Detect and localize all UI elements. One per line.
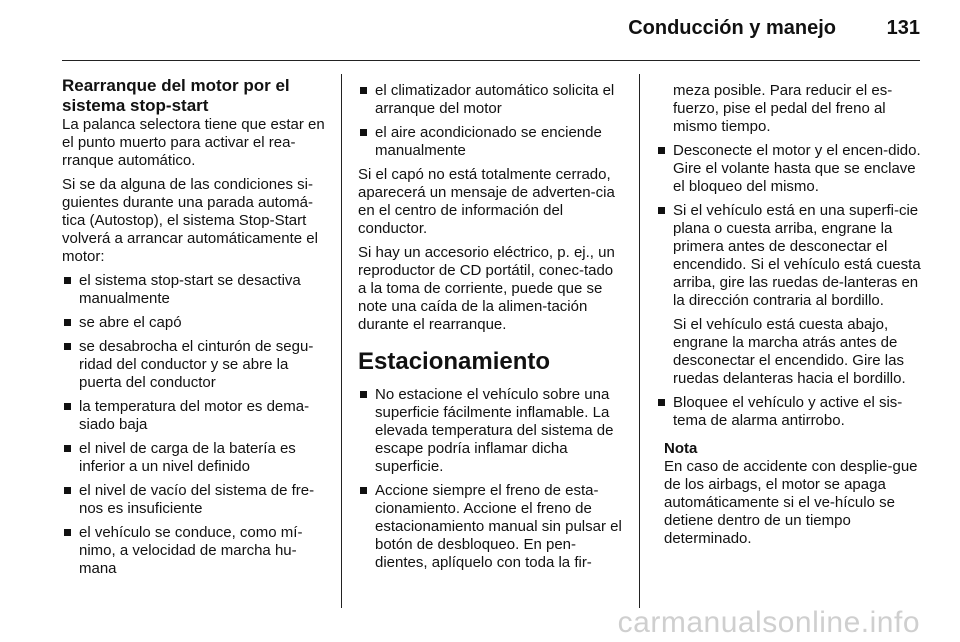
paragraph: Si se da alguna de las condiciones si-guientes durante una parada automá-tica (Autostop), el sistema Stop-Start volverá a arrancar automáticamente el motor:: [62, 176, 318, 265]
column-2: [358, 82, 622, 578]
page-number: 131: [886, 17, 920, 39]
list-item: el nivel de carga de la batería es inferior a un nivel definido: [62, 440, 326, 476]
list-item: Si el vehículo está en una superfi-cie plana o cuesta arriba, engrane la primera antes de desconectar el encendido. Si el vehículo está cuesta arriba, gire las ruedas de-lanteras en la dirección contraria al bordillo.: [656, 202, 922, 310]
square-bullet-icon: [64, 319, 71, 326]
bullet-list: [656, 394, 922, 430]
note-title: Nota: [664, 440, 698, 457]
bullet-list: [62, 272, 326, 578]
paragraph: Si el vehículo está cuesta abajo, engrane la marcha atrás antes de desconectar el encendido. Gire las ruedas delanteras hacia el bordillo.: [673, 316, 906, 387]
list-item: el vehículo se conduce, como mí-nimo, a velocidad de marcha hu-mana: [62, 524, 326, 578]
square-bullet-icon: [658, 147, 665, 154]
list-item: el climatizador automático solicita el arranque del motor: [358, 82, 622, 118]
note-text: En caso de accidente con desplie-gue de los airbags, el motor se apaga automáticamente si el ve-hículo se detiene dentro de un tiempo determinado.: [664, 458, 918, 547]
continued-text: meza posible. Para reducir el es-fuerzo, pise el pedal del freno al mismo tiempo.: [673, 82, 893, 135]
list-item: la temperatura del motor es dema-siado baja: [62, 398, 326, 434]
column-divider: [639, 74, 640, 608]
square-bullet-icon: [658, 207, 665, 214]
column-1: [62, 76, 326, 584]
subsection-heading: Rearranque del motor por el sistema stop-start: [62, 76, 290, 115]
square-bullet-icon: [360, 391, 367, 398]
list-item: el nivel de vacío del sistema de fre-nos es insuficiente: [62, 482, 326, 518]
list-item: se abre el capó: [62, 314, 326, 332]
list-item: el aire acondicionado se enciende manualmente: [358, 124, 622, 160]
page-header: [62, 14, 920, 42]
paragraph: La palanca selectora tiene que estar en el punto muerto para activar el rea-rranque automático.: [62, 116, 325, 169]
square-bullet-icon: [360, 487, 367, 494]
paragraph: Si el capó no está totalmente cerrado, aparecerá un mensaje de adverten-cia en el centro de información del conductor.: [358, 166, 615, 237]
note-block: [656, 440, 922, 548]
bullet-list: [358, 82, 622, 160]
square-bullet-icon: [64, 277, 71, 284]
header-rule: [62, 60, 920, 61]
section-heading: Estacionamiento: [358, 348, 551, 375]
column-3: [656, 82, 922, 548]
square-bullet-icon: [360, 129, 367, 136]
square-bullet-icon: [64, 487, 71, 494]
paragraph: Si hay un accesorio eléctrico, p. ej., un reproductor de CD portátil, conec-tado a la toma de corriente, puede que se note una caída de la alimen-tación durante el rearranque.: [358, 244, 615, 333]
column-divider: [341, 74, 342, 608]
bullet-list: [358, 386, 622, 572]
square-bullet-icon: [658, 399, 665, 406]
list-item: Bloquee el vehículo y active el sis-tema de alarma antirrobo.: [656, 394, 922, 430]
square-bullet-icon: [64, 445, 71, 452]
list-item: el sistema stop-start se desactiva manualmente: [62, 272, 326, 308]
watermark: carmanualsonline.info: [617, 606, 920, 639]
list-item: se desabrocha el cinturón de segu-ridad del conductor y se abre la puerta del conductor: [62, 338, 326, 392]
list-item: Accione siempre el freno de esta-cionamiento. Accione el freno de estacionamiento manual sin pulsar el botón de desbloqueo. En pen-dientes, aplíquelo con toda la fir-: [358, 482, 622, 572]
list-item: Desconecte el motor y el encen-dido. Gire el volante hasta que se enclave el bloqueo del mismo.: [656, 142, 922, 196]
square-bullet-icon: [64, 529, 71, 536]
square-bullet-icon: [64, 403, 71, 410]
square-bullet-icon: [64, 343, 71, 350]
running-section-title: Conducción y manejo: [628, 17, 836, 39]
list-item: No estacione el vehículo sobre una superficie fácilmente inflamable. La elevada temperatura del sistema de escape podría inflamar dicha superficie.: [358, 386, 622, 476]
bullet-list: [656, 142, 922, 310]
square-bullet-icon: [360, 87, 367, 94]
